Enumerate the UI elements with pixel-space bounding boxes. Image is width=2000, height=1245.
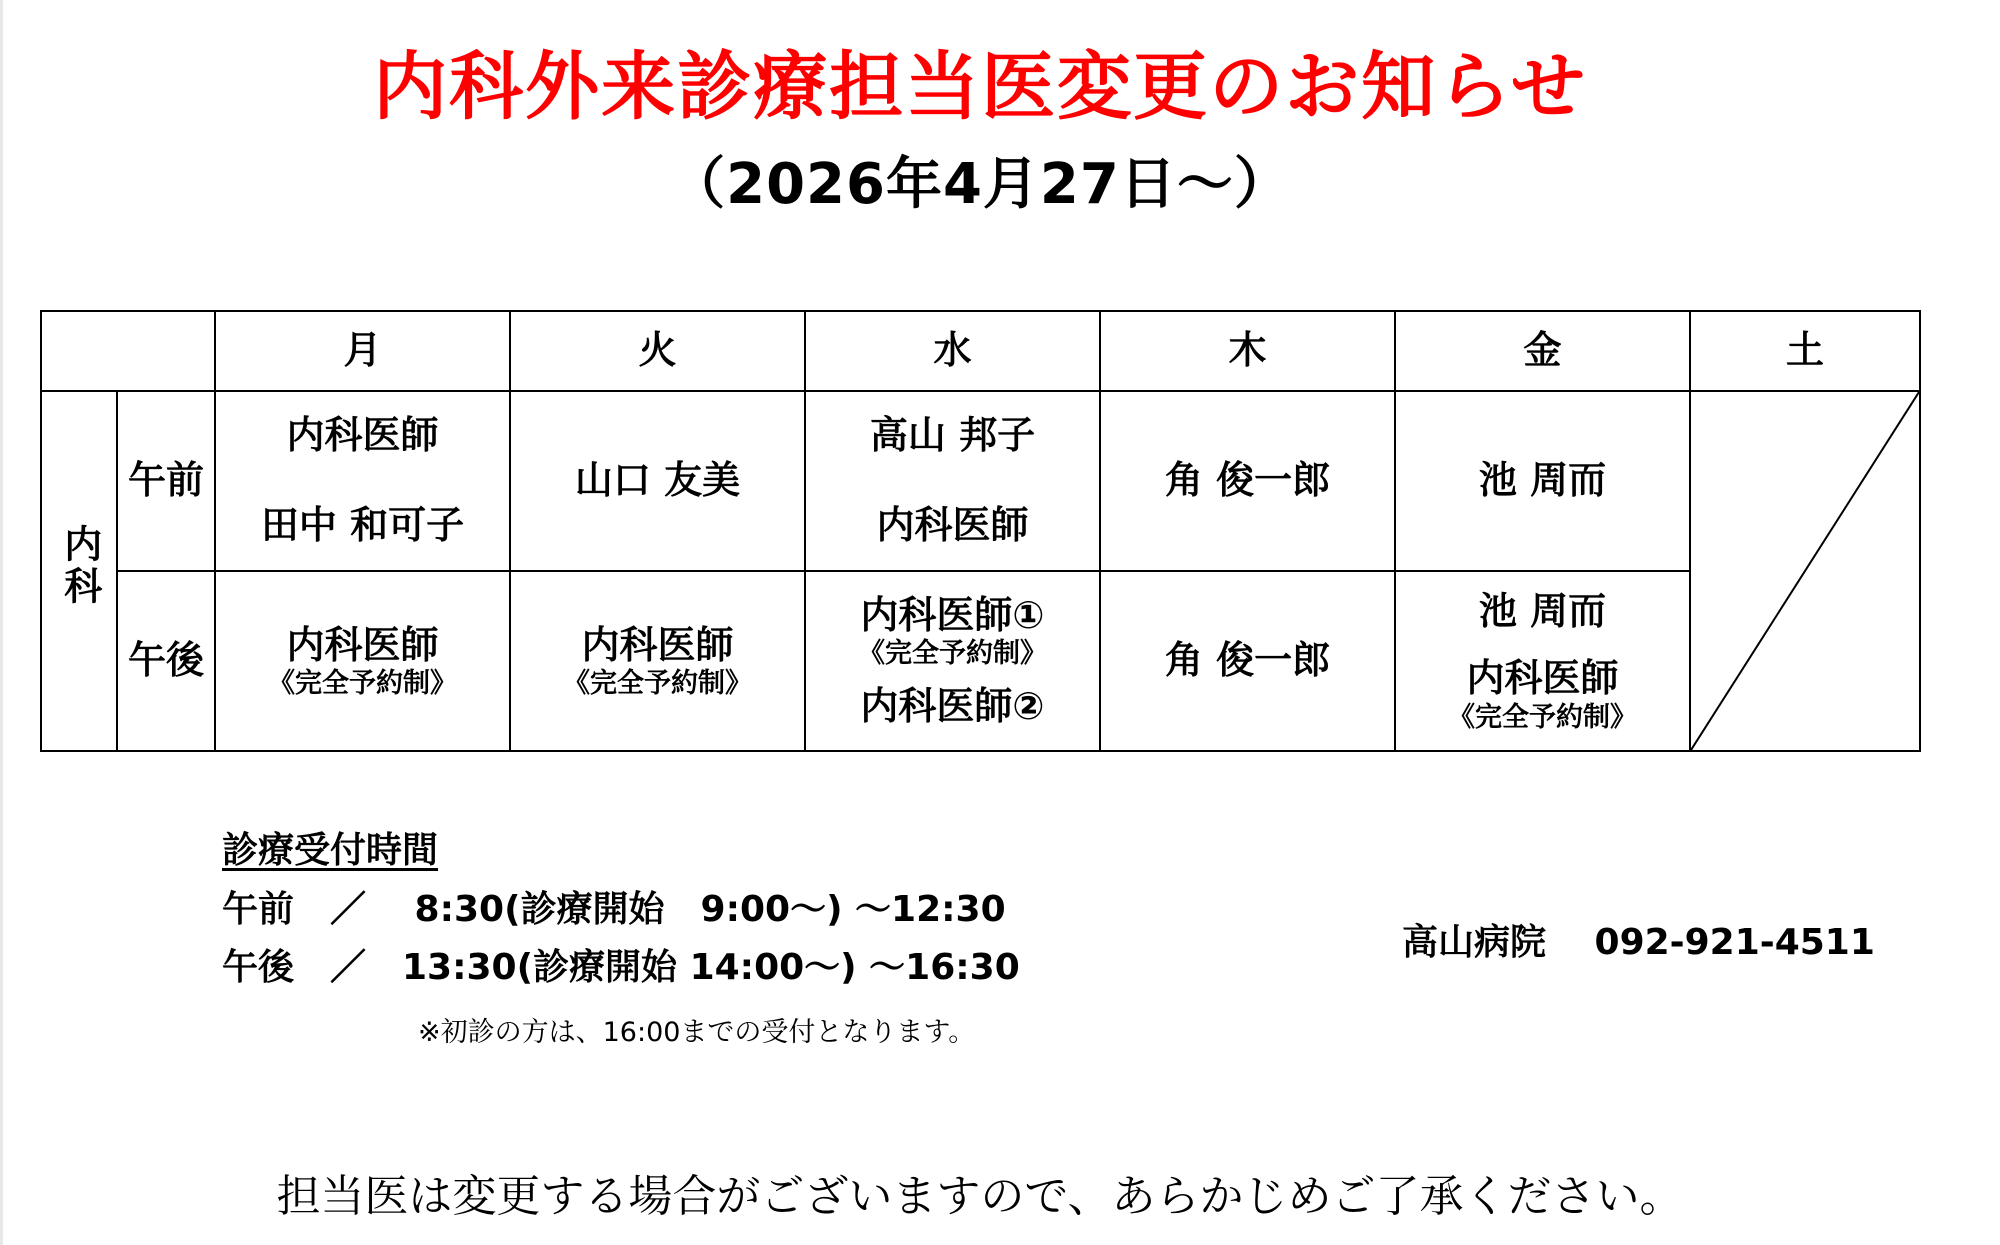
period-am: 午前 [117, 391, 215, 571]
cell-fri-pm [1395, 571, 1690, 751]
effective-date: （2026年4月27日～） [669, 152, 1291, 217]
hospital-contact: 高山病院 092-921-4511 [1402, 922, 1875, 963]
reservation-note-fri: 《完全予約制》 [1448, 702, 1637, 734]
first-visit-note: ※初診の方は、16:00までの受付となります。 [418, 1017, 976, 1048]
day-header-tue: 火 [510, 311, 805, 391]
reception-hours-title: 診療受付時間 [222, 830, 439, 871]
doctor-fri-pm-1: 池 周而 [1478, 588, 1607, 633]
doctor-wed-pm-2: 内科医師② [860, 683, 1045, 728]
department-cell [41, 391, 117, 751]
cell-tue-am [510, 391, 805, 571]
reception-hours-am: 午前 ／ 8:30(診療開始 9:00～) ～12:30 [222, 889, 1006, 930]
cell-tue-pm [510, 571, 805, 751]
doctor-mon-am-1: 内科医師 [286, 413, 439, 458]
doctor-wed-pm-1: 内科医師① [860, 592, 1045, 637]
doctor-mon-pm: 内科医師 [286, 622, 439, 667]
schedule-table [40, 310, 1921, 752]
am-row [41, 391, 1920, 571]
day-header-sat: 土 [1690, 311, 1920, 391]
doctor-thu-pm: 角 俊一郎 [1164, 638, 1331, 683]
reservation-note-tue: 《完全予約制》 [563, 668, 752, 700]
header-corner [41, 311, 215, 391]
cell-wed-pm [805, 571, 1100, 751]
cell-thu-pm [1100, 571, 1395, 751]
doctor-fri-pm-2: 内科医師 [1466, 656, 1619, 701]
cell-mon-am [215, 391, 510, 571]
doctor-tue-am: 山口 友美 [574, 458, 741, 503]
pm-row [41, 571, 1920, 751]
header-row [41, 311, 1920, 391]
cell-fri-am [1395, 391, 1690, 571]
reservation-note-wed: 《完全予約制》 [858, 638, 1047, 670]
day-header-wed: 水 [805, 311, 1100, 391]
cell-mon-pm [215, 571, 510, 751]
closed-diagonal-line [1691, 392, 1919, 750]
cell-sat-closed [1690, 391, 1920, 751]
doctor-tue-pm: 内科医師 [581, 622, 734, 667]
reservation-note-mon: 《完全予約制》 [268, 668, 457, 700]
period-pm: 午後 [117, 571, 215, 751]
day-header-mon: 月 [215, 311, 510, 391]
department-label: 内科 [57, 523, 102, 608]
cell-wed-am [805, 391, 1100, 571]
doctor-wed-am-2: 内科医師 [876, 503, 1029, 547]
doctor-mon-am-2: 田中 和可子 [260, 503, 465, 547]
page-title: 内科外来診療担当医変更のお知らせ [373, 44, 1587, 130]
day-header-fri: 金 [1395, 311, 1690, 391]
doctor-thu-am: 角 俊一郎 [1164, 458, 1331, 503]
doctor-fri-am: 池 周而 [1478, 458, 1607, 503]
reception-hours-pm: 午後 ／ 13:30(診療開始 14:00～) ～16:30 [222, 947, 1020, 988]
reception-hours [222, 822, 1020, 997]
footer-notice: 担当医は変更する場合がございますので、あらかじめご了承ください。 [276, 1171, 1684, 1222]
day-header-thu: 木 [1100, 311, 1395, 391]
cell-thu-am [1100, 391, 1395, 571]
doctor-wed-am-1: 高山 邦子 [869, 413, 1036, 458]
